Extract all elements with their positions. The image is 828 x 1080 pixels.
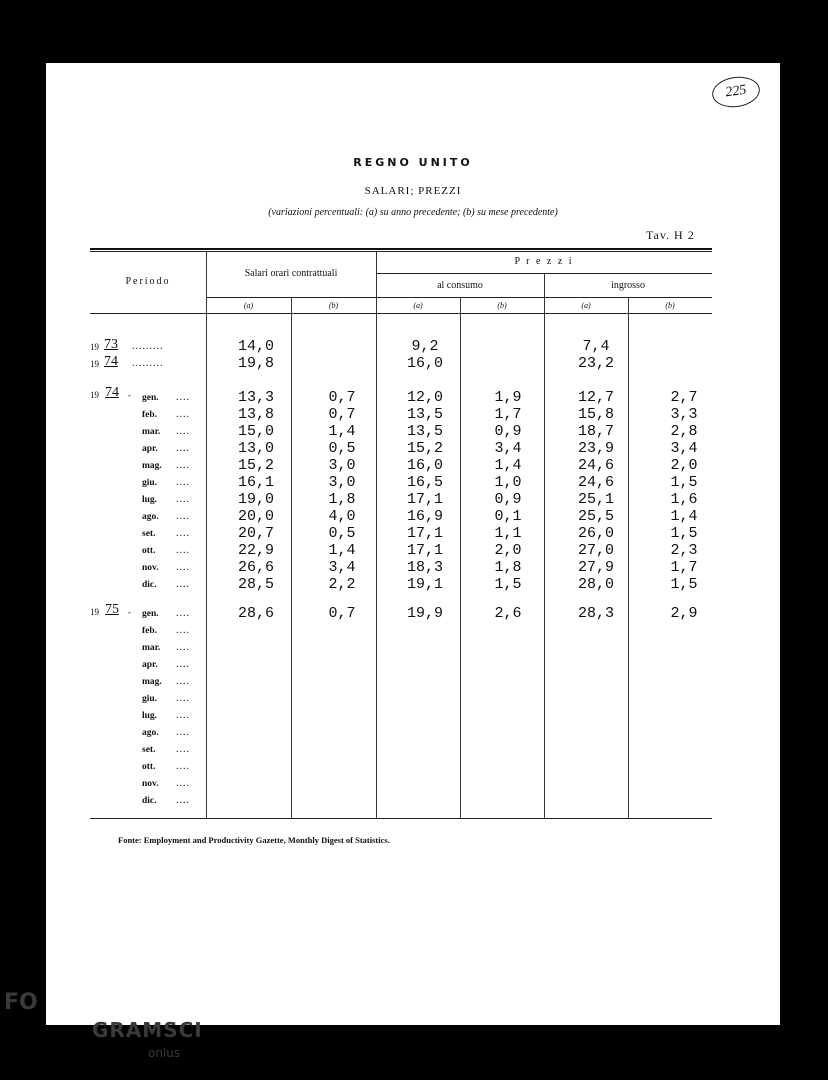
cell-con-b: 0,9 [494, 423, 522, 440]
month-label: feb. [142, 410, 158, 420]
cell-con-a: 15,2 [406, 440, 443, 457]
table-row [46, 691, 780, 708]
cell-ing-a: 28,3 [577, 605, 614, 622]
table-row-1974 [46, 356, 780, 373]
leader-dots: ......... [132, 341, 164, 352]
leader-dots: .... [176, 511, 190, 522]
table-row [46, 708, 780, 725]
cell-sal-a: 13,0 [237, 440, 274, 457]
cell-ing-a: 12,7 [577, 389, 614, 406]
subheader-ing-a: (a) [581, 301, 591, 310]
month-label: apr. [142, 444, 158, 454]
cell-con-a: 16,0 [406, 457, 443, 474]
table-row [46, 725, 780, 742]
month-label: giu. [142, 694, 158, 704]
cell-con-a: 13,5 [406, 423, 443, 440]
table-row [46, 776, 780, 793]
cell-sal-b: 1,4 [328, 423, 356, 440]
leader-dots: ......... [132, 358, 164, 369]
leader-dots: .... [176, 443, 190, 454]
cell-sal-a: 15,2 [237, 457, 274, 474]
cell-ing-a: 25,1 [577, 491, 614, 508]
month-label: ott. [142, 546, 156, 556]
subheader-sal-b: (b) [328, 301, 339, 310]
cell-sal-a: 19,0 [237, 491, 274, 508]
cell-ing-b: 2,0 [670, 457, 698, 474]
month-label: mag. [142, 677, 162, 687]
table-row-1973 [46, 339, 780, 356]
watermark-left-text: FO [4, 990, 38, 1015]
header-salari: Salari orari contrattuali [244, 268, 338, 279]
cell-sal-a: 20,7 [237, 525, 274, 542]
leader-dots: .... [176, 795, 190, 806]
leader-dots: .... [176, 477, 190, 488]
cell-sal-a: 13,8 [237, 406, 274, 423]
month-label: mar. [142, 643, 161, 653]
cell-sal-b: 3,0 [328, 457, 356, 474]
cell-con-a: 17,1 [406, 491, 443, 508]
cell-sal-b: 3,0 [328, 474, 356, 491]
cell-ing-b: 1,5 [670, 525, 698, 542]
subheader-ing-b: (b) [665, 301, 675, 310]
table-top-rule [90, 248, 712, 250]
cell-con-b: 3,4 [494, 440, 522, 457]
table-row [46, 742, 780, 759]
leader-dots: .... [176, 761, 190, 772]
year-suffix: 74 [105, 385, 119, 400]
cell-ing-a: 23,2 [577, 355, 614, 372]
table-note: (variazioni percentuali: (a) su anno precedente; (b) su mese precedente) [268, 207, 558, 218]
month-label: dic. [142, 796, 157, 806]
cell-con-b: 1,7 [494, 406, 522, 423]
cell-con-b: 1,1 [494, 525, 522, 542]
subheader-rule [206, 297, 712, 298]
cell-sal-b: 0,7 [328, 605, 356, 622]
cell-ing-a: 18,7 [577, 423, 614, 440]
cell-sal-b: 1,8 [328, 491, 356, 508]
cell-ing-b: 1,7 [670, 559, 698, 576]
table-row [46, 407, 780, 424]
leader-dots: .... [176, 460, 190, 471]
cell-ing-b: 2,7 [670, 389, 698, 406]
leader-dots: .... [176, 676, 190, 687]
table-row [46, 674, 780, 691]
cell-ing-a: 26,0 [577, 525, 614, 542]
leader-dots: .... [176, 562, 190, 573]
cell-con-b: 1,8 [494, 559, 522, 576]
month-label: mar. [142, 427, 161, 437]
month-label: set. [142, 745, 156, 755]
cell-con-a: 19,1 [406, 576, 443, 593]
header-prezzi: P r e z z i [514, 256, 574, 267]
cell-sal-b: 0,5 [328, 525, 356, 542]
cell-con-a: 9,2 [411, 338, 439, 355]
cell-sal-a: 26,6 [237, 559, 274, 576]
leader-dots: .... [176, 659, 190, 670]
leader-dots: .... [176, 528, 190, 539]
table-row [46, 458, 780, 475]
cell-ing-b: 3,3 [670, 406, 698, 423]
header-periodo: Periodo [125, 276, 171, 287]
leader-dots: .... [176, 693, 190, 704]
document-page [46, 63, 780, 1025]
cell-con-a: 18,3 [406, 559, 443, 576]
cell-ing-a: 27,0 [577, 542, 614, 559]
month-label: ott. [142, 762, 156, 772]
table-row [46, 606, 780, 623]
leader-dots: .... [176, 545, 190, 556]
cell-con-a: 16,5 [406, 474, 443, 491]
year-prefix: 19 [90, 607, 99, 617]
cell-ing-a: 7,4 [582, 338, 610, 355]
month-label: ago. [142, 728, 159, 738]
year-dash: - [128, 607, 131, 617]
cell-con-a: 17,1 [406, 525, 443, 542]
cell-sal-a: 16,1 [237, 474, 274, 491]
cell-ing-a: 23,9 [577, 440, 614, 457]
cell-sal-a: 28,6 [237, 605, 274, 622]
cell-con-a: 12,0 [406, 389, 443, 406]
table-row [46, 640, 780, 657]
cell-sal-a: 20,0 [237, 508, 274, 525]
cell-con-b: 2,6 [494, 605, 522, 622]
cell-ing-b: 2,9 [670, 605, 698, 622]
page-number-stamp: 225 [710, 74, 762, 110]
leader-dots: .... [176, 392, 190, 403]
cell-con-b: 1,5 [494, 576, 522, 593]
year-prefix: 19 [90, 342, 99, 352]
year-suffix: 73 [104, 337, 118, 352]
table-id: Tav. H 2 [646, 228, 695, 242]
cell-ing-b: 1,6 [670, 491, 698, 508]
header-ingrosso: ingrosso [611, 280, 645, 291]
month-label: gen. [142, 393, 159, 403]
cell-sal-b: 2,2 [328, 576, 356, 593]
cell-ing-b: 1,4 [670, 508, 698, 525]
cell-con-b: 0,1 [494, 508, 522, 525]
leader-dots: .... [176, 579, 190, 590]
cell-sal-b: 4,0 [328, 508, 356, 525]
month-label: dic. [142, 580, 157, 590]
cell-con-a: 19,9 [406, 605, 443, 622]
leader-dots: .... [176, 426, 190, 437]
year-prefix: 19 [90, 359, 99, 369]
year-dash: - [128, 390, 131, 400]
watermark-sub: onlus [148, 1046, 181, 1060]
month-label: lug. [142, 711, 158, 721]
subheader-con-a: (a) [413, 301, 423, 310]
cell-sal-b: 0,7 [328, 406, 356, 423]
month-label: mag. [142, 461, 162, 471]
leader-dots: .... [176, 625, 190, 636]
table-row [46, 657, 780, 674]
leader-dots: .... [176, 710, 190, 721]
leader-dots: .... [176, 409, 190, 420]
cell-con-a: 16,0 [406, 355, 443, 372]
cell-con-b: 1,0 [494, 474, 522, 491]
month-label: ago. [142, 512, 159, 522]
cell-con-a: 13,5 [406, 406, 443, 423]
leader-dots: .... [176, 608, 190, 619]
year-prefix: 19 [90, 390, 99, 400]
table-row [46, 793, 780, 810]
month-label: nov. [142, 563, 159, 573]
table-row [46, 623, 780, 640]
leader-dots: .... [176, 727, 190, 738]
year-suffix: 75 [105, 602, 119, 617]
table-row [46, 492, 780, 509]
cell-sal-a: 15,0 [237, 423, 274, 440]
source-note: Fonte: Employment and Productivity Gazette, Monthly Digest of Statistics. [118, 835, 390, 845]
table-row [46, 577, 780, 594]
month-label: lug. [142, 495, 158, 505]
leader-dots: .... [176, 642, 190, 653]
header-consumo: al consumo [437, 280, 483, 291]
cell-con-b: 2,0 [494, 542, 522, 559]
document-title: REGNO UNITO [353, 156, 473, 169]
cell-sal-a: 14,0 [237, 338, 274, 355]
month-label: set. [142, 529, 156, 539]
cell-ing-a: 27,9 [577, 559, 614, 576]
table-row [46, 390, 780, 407]
year-suffix: 74 [104, 354, 118, 369]
table-row [46, 509, 780, 526]
watermark-brand: GRAMSCI [92, 1018, 203, 1042]
header-bottom-rule [90, 313, 712, 314]
table-row [46, 441, 780, 458]
cell-sal-a: 13,3 [237, 389, 274, 406]
table-bottom-rule [90, 818, 712, 819]
cell-ing-b: 1,5 [670, 474, 698, 491]
cell-sal-b: 3,4 [328, 559, 356, 576]
subheader-con-b: (b) [497, 301, 507, 310]
cell-sal-a: 19,8 [237, 355, 274, 372]
cell-sal-b: 0,7 [328, 389, 356, 406]
cell-con-a: 17,1 [406, 542, 443, 559]
leader-dots: .... [176, 494, 190, 505]
leader-dots: .... [176, 744, 190, 755]
cell-sal-a: 28,5 [237, 576, 274, 593]
table-top-rule-thin [90, 251, 712, 252]
table-row [46, 526, 780, 543]
table-row [46, 759, 780, 776]
table-row [46, 475, 780, 492]
cell-ing-b: 1,5 [670, 576, 698, 593]
month-label: nov. [142, 779, 159, 789]
table-row [46, 560, 780, 577]
cell-ing-b: 3,4 [670, 440, 698, 457]
cell-sal-a: 22,9 [237, 542, 274, 559]
cell-ing-a: 15,8 [577, 406, 614, 423]
cell-ing-a: 25,5 [577, 508, 614, 525]
subheader-sal-a: (a) [243, 301, 254, 310]
month-label: giu. [142, 478, 158, 488]
month-label: apr. [142, 660, 158, 670]
cell-ing-a: 28,0 [577, 576, 614, 593]
cell-ing-b: 2,3 [670, 542, 698, 559]
cell-sal-b: 1,4 [328, 542, 356, 559]
leader-dots: .... [176, 778, 190, 789]
cell-con-b: 0,9 [494, 491, 522, 508]
cell-con-b: 1,9 [494, 389, 522, 406]
table-row [46, 543, 780, 560]
cell-ing-b: 2,8 [670, 423, 698, 440]
cell-sal-b: 0,5 [328, 440, 356, 457]
cell-ing-a: 24,6 [577, 474, 614, 491]
table-row [46, 424, 780, 441]
cell-con-b: 1,4 [494, 457, 522, 474]
cell-ing-a: 24,6 [577, 457, 614, 474]
month-label: gen. [142, 609, 159, 619]
month-label: feb. [142, 626, 158, 636]
cell-con-a: 16,9 [406, 508, 443, 525]
document-subtitle: SALARI; PREZZI [364, 185, 462, 197]
